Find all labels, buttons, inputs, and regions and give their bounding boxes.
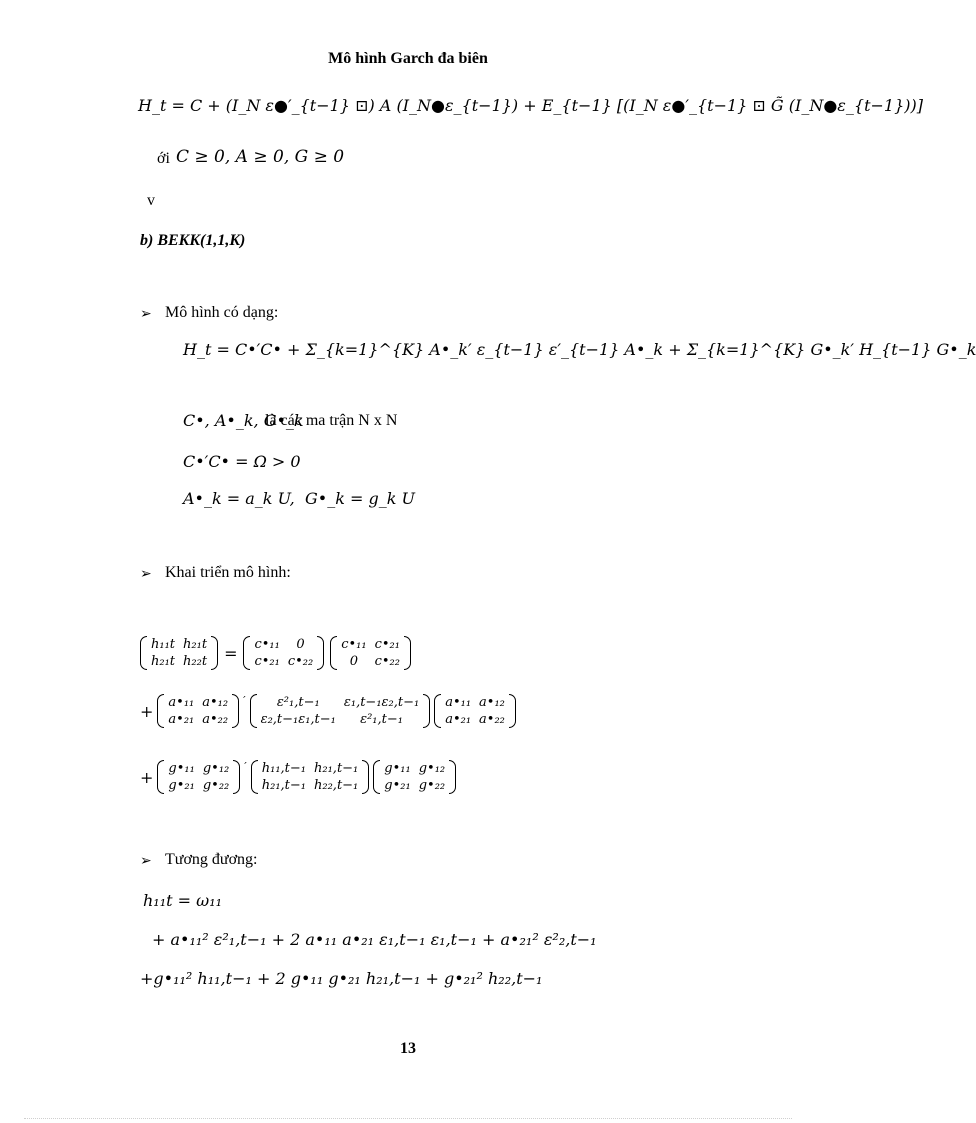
matrix-cell: ε₁,t−₁ε₂,t−₁ <box>343 695 420 710</box>
matrix-cell: h₁₁t <box>151 637 176 652</box>
h-prev-matrix <box>251 760 370 794</box>
matrix-cell: g•₂₁ <box>168 778 195 793</box>
matrix-cell: a•₁₂ <box>202 695 229 710</box>
c-matrix <box>330 636 411 670</box>
arrow-bullet-icon: ➢ <box>140 307 152 322</box>
matrix-cell: c•₂₁ <box>254 654 280 669</box>
matrix-cell: h₂₁t <box>151 654 176 669</box>
bekk-equation-text: H_t = C•′C• + Σ_{k=1}^{K} A•_k′ ε_{t−1} ε′_{t−1} A•_k + Σ_{k=1}^{K} G•_k′ H_{t−1} G•_k <box>183 340 976 359</box>
matrix-cell: a•₂₂ <box>202 712 229 727</box>
matrix-cell: c•₁₁ <box>341 637 367 652</box>
matrix-cell: a•₂₂ <box>479 712 505 727</box>
matrix-cell: h₂₁t <box>183 637 208 652</box>
matrix-cell: h₁₁,t−₁ <box>261 761 307 776</box>
c-transpose-matrix <box>243 636 324 670</box>
condition-prefix: ới <box>157 150 170 167</box>
matrix-cell: ε²₁,t−₁ <box>360 712 403 727</box>
g-matrix <box>373 760 456 794</box>
matrices-note-math: C•, A•_k, G•_k <box>183 411 304 430</box>
equivalent-line-3: +g•₁₁² h₁₁,t−₁ + 2 g•₁₁ g•₂₁ h₂₁,t−₁ + g•₂₁² h₂₂,t−₁ <box>140 969 543 988</box>
matrix-cell: ε²₁,t−₁ <box>276 695 320 710</box>
matrix-cell: g•₂₂ <box>418 778 446 793</box>
matrix-cell: h₂₁,t−₁ <box>261 778 307 793</box>
matrices-note-text: là các ma trận N x N <box>265 412 398 429</box>
condition-equation: C ≥ 0, A ≥ 0, G ≥ 0 <box>176 147 345 167</box>
matrix-cell: a•₁₂ <box>479 695 505 710</box>
matrix-cell: g•₁₂ <box>202 761 230 776</box>
g-transpose-matrix <box>157 760 240 794</box>
equivalent-line-2: + a•₁₁² ε²₁,t−₁ + 2 a•₁₁ a•₂₁ ε₁,t−₁ ε₁,t−₁ + a•₂₁² ε²₂,t−₁ <box>152 930 597 949</box>
a-transpose-matrix <box>157 694 239 728</box>
matrix-cell: 0 <box>349 654 359 669</box>
page-title: Mô hình Garch đa biên <box>328 50 488 67</box>
matrix-cell: ε₂,t−₁ε₁,t−₁ <box>260 712 336 727</box>
matrix-cell: 0 <box>296 637 305 652</box>
matrix-cell: a•₂₁ <box>168 712 195 727</box>
bullet-model-form: Mô hình có dạng: <box>165 304 279 321</box>
matrix-cell: h₂₂t <box>183 654 208 669</box>
matrix-cell: g•₂₁ <box>384 778 411 793</box>
garch-equation: H_t = C + (I_N ε●′_{t−1} ⊡) A (I_N●ε_{t−1}) + E_{t−1} [(I_N ε●′_{t−1} ⊡ G̃ (I_N●ε_{t−1}))] <box>138 96 923 115</box>
matrix-cell: g•₁₁ <box>168 761 195 776</box>
matrix-cell: g•₁₂ <box>418 761 446 776</box>
gk-equation: G•_k = g_k U <box>305 489 415 508</box>
bekk-main-equation <box>183 340 976 359</box>
ak-equation: A•_k = a_k U, <box>183 489 295 508</box>
bullet-equivalent: Tương đương: <box>165 851 258 868</box>
matrix-cell: g•₁₁ <box>384 761 411 776</box>
expansion-line-2: + a•₁₁ a•₁₂ a•₂₁ a•₂₂ ′ ε²₁,t−₁ ε₁,t−₁ε₂,t−₁ ε₂,t−₁ε₁,t−₁ ε²₁,t−₁ a•₁₁ a•₁₂ a•₂₁ a•₂₂ <box>140 694 516 728</box>
matrix-cell: a•₁₁ <box>445 695 472 710</box>
h-matrix <box>140 636 218 670</box>
epsilon-matrix <box>250 694 431 728</box>
a-matrix <box>434 694 516 728</box>
matrix-cell: g•₂₂ <box>202 778 230 793</box>
matrix-cell: a•₁₁ <box>168 695 195 710</box>
expansion-line-3: + g•₁₁ g•₁₂ g•₂₁ g•₂₂ ′ h₁₁,t−₁ h₂₁,t−₁ h₂₁,t−₁ h₂₂,t−₁ g•₁₁ g•₁₂ g•₂₁ g•₂₂ <box>140 760 456 794</box>
matrix-cell: h₂₂,t−₁ <box>314 778 359 793</box>
stray-text: v <box>147 192 155 209</box>
matrix-cell: c•₂₂ <box>287 654 314 669</box>
matrix-cell: h₂₁,t−₁ <box>314 761 359 776</box>
bullet-expand: Khai triển mô hình: <box>165 564 291 581</box>
matrix-cell: c•₂₂ <box>374 654 400 669</box>
arrow-bullet-icon: ➢ <box>140 854 152 869</box>
omega-equation: C•′C• = Ω > 0 <box>183 452 301 471</box>
matrix-cell: c•₁₁ <box>254 637 280 652</box>
page-bottom-border <box>24 1118 792 1119</box>
page-number: 13 <box>400 1040 416 1057</box>
matrix-cell: c•₂₁ <box>374 637 400 652</box>
matrix-cell: a•₂₁ <box>445 712 472 727</box>
arrow-bullet-icon: ➢ <box>140 567 152 582</box>
section-heading: b) BEKK(1,1,K) <box>140 232 246 249</box>
expansion-line-1: h₁₁t h₂₁t h₂₁t h₂₂t = c•₁₁ 0 c•₂₁ c•₂₂ c•₁₁ c•₂₁ 0 c•₂₂ <box>140 636 411 670</box>
equivalent-line-1: h₁₁t = ω₁₁ <box>143 891 223 910</box>
